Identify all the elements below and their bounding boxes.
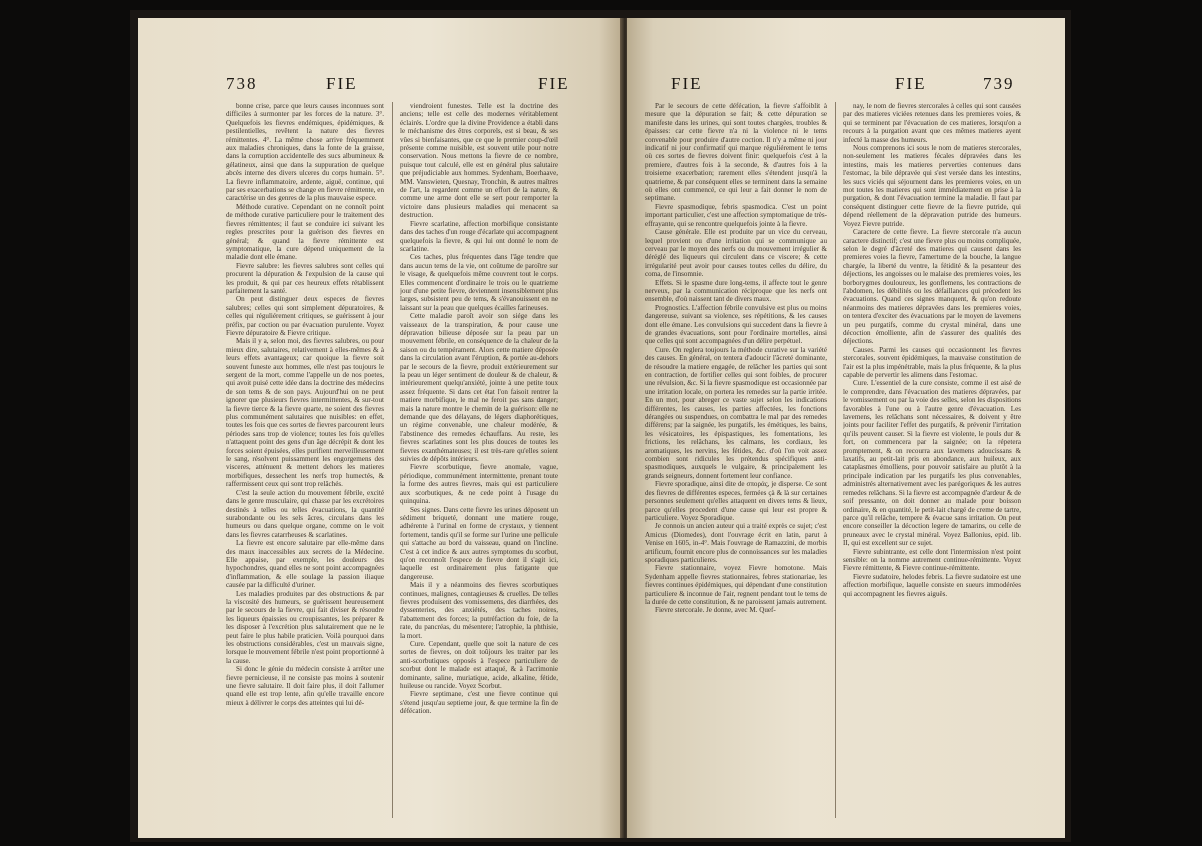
paragraph: nay, le nom de fievres stercorales à celles qui sont causées par des matieres viciées retenues dans les premieres voies, & qui se terminent par l'évacuation de ces matieres, lorsqu'on a recours à la purgation avant que ces mêmes matieres ayent infecté la masse des humeurs. xyxy=(843,102,1021,144)
running-head: FIE xyxy=(538,74,570,93)
left-page xyxy=(138,18,623,838)
paragraph: La fievre est encore salutaire par elle-même dans des maux inaccessibles aux secrets de la Médecine. Elle appaise, par exemple, les douleurs des hypochondres, quand elles ne sont point accompagnées d'inflammation, & elle soulage la passion iliaque causée par la difficulté d'uriner. xyxy=(226,539,384,590)
paragraph: Fievre sudatoire, helodes febris. La fievre sudatoire est une affection morbifique, laquelle consiste en sueurs immodérées qui accompagnent les fievres aiguës. xyxy=(843,572,1021,598)
paragraph: Cure. On reglera toujours la méthode curative sur la variété des causes. En général, on tentera d'adoucir l'âcreté dominante, de résoudre la matiere engagée, de relâcher les parties qui sont en contraction, de fortifier celles qui sont foibles, de procurer une révulsion, &c. Si la fievre spasmodique est occasionnée par une irritation locale, on portera les remedes sur la partie irritée. En un mot, pour abreger ce vaste sujet selon les indications différentes, les causes, les parties affectées, les fonctions dérangées ou suspendues, on combattra le mal par des remedes différens; par la saignée, les purgatifs, les émétiques, les bains, les vésicatoires, les épispastiques, les fomentations, les frictions, les relâchans, les calmans, les cordiaux, les aromatiques, les nervins, les fétides, &c. d'où l'on voit assez combien sont ridicules les prétendus spécifiques anti-spasmodiques, auxquels le vulgaire, & principalement les grands seigneurs, donnent fortement leur confiance. xyxy=(645,345,827,480)
paragraph: Fievre scarlatine, affection morbifique consistante dans des taches d'un rouge d'écarlate qui accompagnent quelquefois la fievre, & qui lui ont donné le nom de scarlatine. xyxy=(400,219,558,253)
paragraph: Fievre stationnaire, voyez Fievre homotone. Mais Sydenham appelle fievres stationnaires, febres stationariae, les fievres continues épidémiques, qui dépendant d'une constitution particuliere & inconnue de l'air, regnent pendant tout le tems de la durée de cette constitution, & ne paroissent jamais autrement. xyxy=(645,564,827,606)
paragraph: Fievre stercorale. Je donne, avec M. Quef- xyxy=(655,606,776,615)
text-column-1 xyxy=(226,102,384,818)
paragraph: Ses signes. Dans cette fievre les urines déposent un sédiment briqueté, donnant une matiere rouge, adhérente à l'urinal en forme de crystaux, y tiennent fortement, tandis qu'il se forme sur l'urine une pellicule qui s'attache au bord du vaisseau, quand on l'incline. C'est à cet indice & aux autres symptomes du scorbut, qu'on reconnoît l'espece de fievre dont il s'agit ici, laquelle est ordinairement plus fatigante que dangereuse. xyxy=(400,505,558,581)
text-column-2 xyxy=(843,102,1021,818)
paragraph: Je connois un ancien auteur qui a traité exprès ce sujet; c'est Amicus (Diomedes), dont l'ouvrage écrit en latin, parut à Venise en 1605, in-4°. Mais l'ouvrage de Ramazzini, de morbis artificum, fournit encore plus de connoissances sur les maladies sporadiques particulieres. xyxy=(645,522,827,564)
paragraph: bonne crise, parce que leurs causes inconnues sont difficiles à surmonter par les forces de la nature. 3°. Quelquefois les fievres endémiques, épidémiques, & pestilentielles, revêtent la nature des fievres rémittentes. 4°. La même chose arrive fréquemment aux maladies chroniques, dans la fonte de la graisse, dans la corruption accidentelle des sucs albumineux & gélatineux, ainsi que dans la suppuration de quelque abcès interne des divers ulceres du corps humain. 5°. La fievre inflammatoire, ardente, aiguë, continue, qui par ses exacerbations se change en fievre rémittente, en caractérise un des genres de la plus mauvaise espece. xyxy=(226,102,384,203)
running-head: FIE xyxy=(895,74,927,93)
paragraph: Prognostics. L'affection fébrile convulsive est plus ou moins dangereuse, suivant sa violence, ses répétitions, & les causes dont elle émane. Les convulsions qui succedent dans la fievre à de grandes évacuations, sont pour l'ordinaire mortelles, ainsi que celles qui sont accompagnées d'un délire perpétuel. xyxy=(645,303,827,346)
paragraph: Cure. Cependant, quelle que soit la nature de ces sortes de fievres, on doit toûjours les traiter par les anti-scorbutiques opposés à l'espece particuliere de scorbut dont le malade est attaqué, & à l'acrimonie dominante, saline, muriatique, acide, alkaline, fétide, huileuse ou rancide. Voyez Scorbut. xyxy=(400,640,558,691)
paragraph: Fievre spasmodique, febris spasmodica. C'est un point important particulier, c'est une affection symptomatique de très-effrayante, qui se rencontre quelquefois jointe à la fievre. xyxy=(645,202,827,228)
running-head: FIE xyxy=(671,74,703,93)
paragraph: Effets. Si le spasme dure long-tems, il affecte tout le genre nerveux, par la communication réciproque que les nerfs ont ensemble, d'où naissent tant de divers maux. xyxy=(645,278,827,304)
paragraph: Cette maladie paroît avoir son siége dans les vaisseaux de la transpiration, & pour cause une dépravation bilieuse déposée sur la peau par un mouvement fébrile, en conséquence de la chaleur de la saison ou du tempérament. Alors cette matiere déposée dans la circulation avant l'éruption, & portée au-dehors par le secours de la fievre, produit extérieurement sur la peau un léger sentiment de douleur & de chaleur, & intérieurement quelqu'anxiété, jointe à une petite toux assez fréquente. Si dans cet état l'on faisoit rentrer la matiere morbifique, le mal ne feroit pas sans danger; mais la nature montre le chemin de la guérison: elle ne demande que des délayans, de légers diaphorétiques, un régime convenable, une chaleur modérée, & l'abstinence des remedes échauffans. Au reste, les fievres scarlatines sont les plus douces de toutes les fievres exanthémateuses; il est très-rare qu'elles soient suivies de dépôts intérieurs. xyxy=(400,312,558,464)
paragraph: Nous comprenons ici sous le nom de matieres stercorales, non-seulement les matieres fécales dépravées dans les intestins, mais les matieres perverties contenues dans l'estomac, la bile dépravée qui s'est versée dans les intestins, les sucs viciés qui séjournent dans les premieres voies, en un mot toutes les matieres qui sont immédiatement en prise à la purgation, & dont l'évacuation termine la maladie. Il faut par conséquent distinguer cette fievre de la fievre putride, qui dépend réellement de la dépravation putride des humeurs. Voyez Fievre putride. xyxy=(843,144,1021,228)
right-page-header xyxy=(627,74,1065,102)
paragraph: C'est la seule action du mouvement fébrile, excité dans le genre musculaire, qui chasse par les excrétoires destinés à telles ou telles évacuations, la quantité surabondante ou les sels âcres, circulans dans les humeurs ou dans quelque organe, comme on le voit dans les fievres catarrheuses & scarlatines. xyxy=(226,488,384,539)
left-page-header xyxy=(138,74,623,102)
paragraph: On peut distinguer deux especes de fievres salubres; celles qui sont simplement dépuratoires, & celles qui réguliérement critiques, se guérissent à jour préfix, par coction ou par évacuation purulente. Voyez Fievre dépuratoire & Fievre critique. xyxy=(226,295,384,337)
paragraph: Ces taches, plus fréquentes dans l'âge tendre que dans aucun tems de la vie, ont coûtume de paroître sur le visage, & quelquefois même couvrent tout le corps. Elles commencent d'ordinaire le trois ou le quatrieme jour d'une petite fievre, deviennent insensiblement plus larges, subsistent peu de tems, & s'évanouissent en ne laissant sur la peau que quelques écailles farineuses. xyxy=(400,253,558,312)
paragraph: Méthode curative. Cependant on ne connoît point de méthode curative particuliere pour le traitement des fievres rémittentes; il faut se conduire ici suivant les regles prescrites pour la guérison des fievres en général; & quand la fievre rémittente est symptomatique, la cure dépend uniquement de la maladie dont elle émane. xyxy=(226,202,384,262)
paragraph: Par le secours de cette défécation, la fievre s'affoiblit à mesure que la dépuration se fait; & cette dépuration se manifeste dans les urines, qui sont toutes chargées, troubles & épaisses: car cette fievre n'a ni la violence ni le tems convenable pour produire d'autre coction. Il n'y a même ni jour indicatif ni jour confirmatif qui marque réguliérement le tems où ces sortes de fievres doivent finir: quelquefois c'est à la premiere, d'autres fois à la seconde, & d'autres fois à la troisieme exacerbation; rarement elles s'étendent jusqu'à la quatrieme, & par conséquent elles se terminent dans la semaine où elles ont commencé, ce qui leur a fait donner le nom de septimane. xyxy=(645,102,827,203)
paragraph: Fievre sporadique, ainsi dite de σποράς, je disperse. Ce sont des fievres de différentes especes, fermées çà & là sur certaines personnes seulement qu'elles attaquent en divers tems & lieux, parce qu'elles procedent d'une cause qui leur est propre & particuliere. Voyez Sporadique. xyxy=(645,480,827,522)
text-column-1 xyxy=(645,102,827,818)
paragraph: viendroient funestes. Telle est la doctrine des anciens; telle est celle des modernes véritablement éclairés. L'ordre que la divine Providence a établi dans le méchanisme des êtres corporels, est si beau, & ses vûes si bienfaisantes, que ce que le premier coup-d'œil présente comme nuisible, est souvent utile pour notre conservation. Nous mettons la fievre de ce nombre, puisque tout calculé, elle est en général plus salutaire que préjudiciable aux hommes. Sydenham, Boerhaave, MM. Vanswieten, Quesnay, Tronchin, & autres maîtres de l'art, la regardent comme un effort de la nature, & comme une arme dont elle se sert pour remporter la victoire dans plusieurs maladies qui menacent sa destruction. xyxy=(400,102,558,220)
paragraph: Mais il y a néanmoins des fievres scorbutiques continues, malignes, contagieuses & cruelles. De telles fievres produisent des vomissemens, des diarrhées, des dyssenteries, des anxiétés, des taches noires, l'abattement des forces; la putréfaction du foie, de la rate, du pancréas, du mésentere; l'atrophie, la phthisie, la mort. xyxy=(400,581,558,640)
paragraph: Causes. Parmi les causes qui occasionnent les fievres stercorales, souvent épidémiques, la mauvaise constitution de l'air est la plus impénétrable, mais la plus fréquente, & la plus capable de pervertir les alimens dans l'estomac. xyxy=(843,345,1021,379)
page-number: 739 xyxy=(983,74,1015,93)
running-head: FIE xyxy=(326,74,358,93)
paragraph: Fievre salubre: les fievres salubres sont celles qui procurent la dépuration & l'expulsion de la cause qui les produit, & qui par ces heureux effets rétablissent parfaitement la santé. xyxy=(226,261,384,295)
paragraph: Les maladies produites par des obstructions & par la viscosité des humeurs, se guérissent heureusement par le secours de la fievre, qui fait diviser & résoudre les liqueurs épaissies ou croupissantes, les préparer & les disposer à l'excrétion plus salutairement que ne le peut faire le plus habile praticien. Voilà pourquoi dans les obstructions considérables, c'est un mauvais signe, lorsque le mouvement fébrile n'est point proportionné à la cause. xyxy=(226,589,384,665)
page-number: 738 xyxy=(226,74,258,93)
paragraph: Caractere de cette fievre. La fievre stercorale n'a aucun caractere distinctif; c'est une fievre plus ou moins compliquée, selon le degré d'âcreté des matieres qui causent dans les premieres voies la fievre, l'amertume de la bouche, la langue chargée, la liberté du ventre, la fétidité & la pesanteur des déjections, les angoisses ou le malaise des premieres voies, les borborygmes douloureux, les gonflemens, les contractions de l'abdomen, les débilités ou les défaillances qui précedent les évacuations. Quand ces signes manquent, & qu'on redoute néanmoins des matieres dépravées dans les premieres voies, on tentera d'exciter des évacuations par le moyen de lavemens un peu purgatifs, comme du crystal minéral, dans une décoction émolliente, afin de s'assurer des qualités des déjections. xyxy=(843,228,1021,346)
column-rule xyxy=(835,102,836,818)
paragraph: Si donc le génie du médecin consiste à arrêter une fievre pernicieuse, il ne consiste pas moins à soutenir une fievre salutaire. Il doit faire plus, il doit l'allumer quand elle est trop lente, afin qu'elle travaille encore mieux à délivrer le corps des atteintes qui lui dé- xyxy=(226,665,384,707)
paragraph: Fievre septimane, c'est une fievre continue qui s'étend jusqu'au septieme jour, & que termine la fin de défécation. xyxy=(400,690,558,716)
paragraph: Mais il y a, selon moi, des fievres salubres, ou pour mieux dire, salutaires, relativement à elles-mêmes & à leurs effets avantageux; car quoique la fievre soit souvent funeste aux hommes, elle n'est pas toujours le sergent de la mort, comme l'appelle un de nos poetes, qui avoit puisé cette idée dans la doctrine des médecins de son tems & de son pays. Aujourd'hui on ne peut ignorer que plusieurs fievres intermittentes, & sur-tout la fievre tierce & la fievre quarte, ne soient des fievres plus communément salutaires que nuisibles: en effet, toutes les fois que ces sortes de fievres parcourent leurs périodes sans trop de violence; toutes les fois qu'elles n'attaquent point des gens d'un âge décrépit & dont les forces soient épuisées, elles purifient merveilleusement le sang, résolvent puissamment les engorgemens des visceres, atténuent & mettent dehors les matieres morbifiques, dessechent les nerfs trop humectés, & raffermissent ceux qui sont trop relâchés. xyxy=(226,337,384,489)
column-rule xyxy=(392,102,393,818)
paragraph: Cure. L'essentiel de la cure consiste, comme il est aisé de le comprendre, dans l'évacuation des matieres dépravées, par le vomissement ou par la voie des selles, selon les dispositions favorables à l'une ou à l'autre genre d'évacuation. Les lavemens, les relâchans sont nécessaires, & doivent y être joints pour faciliter l'effet des purgatifs, & prévenir l'irritation qu'ils peuvent causer. Si la fievre est violente, le pouls dur & fort, on commencera par la saignée; on la répetera promptement, & on recourra aux lavemens adoucissans & laxatifs, au petit-lait pris en abondance, aux huileux, aux cataplasmes émolliens, pour pouvoir satisfaire au plutôt à la principale indication par les purgatifs les plus convenables, administrés alternativement avec les parégoriques & les autres remedes relâchans. Si la fievre est accompagnée d'ardeur & de soif pressante, on doit donner au malade pour boisson ordinaire, & en quantité, le petit-lait chargé de creme de tartre, parce qu'il relâche, tempere & évacue sans irritation. On peut encore conseiller la décoction legere de tamarins, ou celle de pruneaux avec le crystal minéral. Voyez Ballonius, epid. lib. II, qui est excellent sur ce sujet. xyxy=(843,379,1021,548)
paragraph: Fievre scorbutique, fievre anomale, vague, périodique, communément intermittente, prenant toute la forme des autres fievres, mais qui est particuliere aux scorbutiques, & ne cede point à l'usage du quinquina. xyxy=(400,463,558,506)
paragraph: Fievre subintrante, est celle dont l'intermission n'est point sensible: on la nomme autrement continue-rémittente. Voyez Fievre rémittente, & Fievre continue-rémittente. xyxy=(843,547,1021,573)
book-spread xyxy=(130,10,1071,842)
text-column-2 xyxy=(400,102,558,818)
right-page xyxy=(627,18,1065,838)
paragraph: Cause générale. Elle est produite par un vice du cerveau, lequel provient ou d'une irritation qui se communique au cerveau par le moyen des nerfs ou du mouvement irrégulier & déréglé des liqueurs qui circulent dans ce viscere; & cette irrégularité peut avoir pour causes toutes celles du délire, du coma, de l'insomnie. xyxy=(645,228,827,279)
